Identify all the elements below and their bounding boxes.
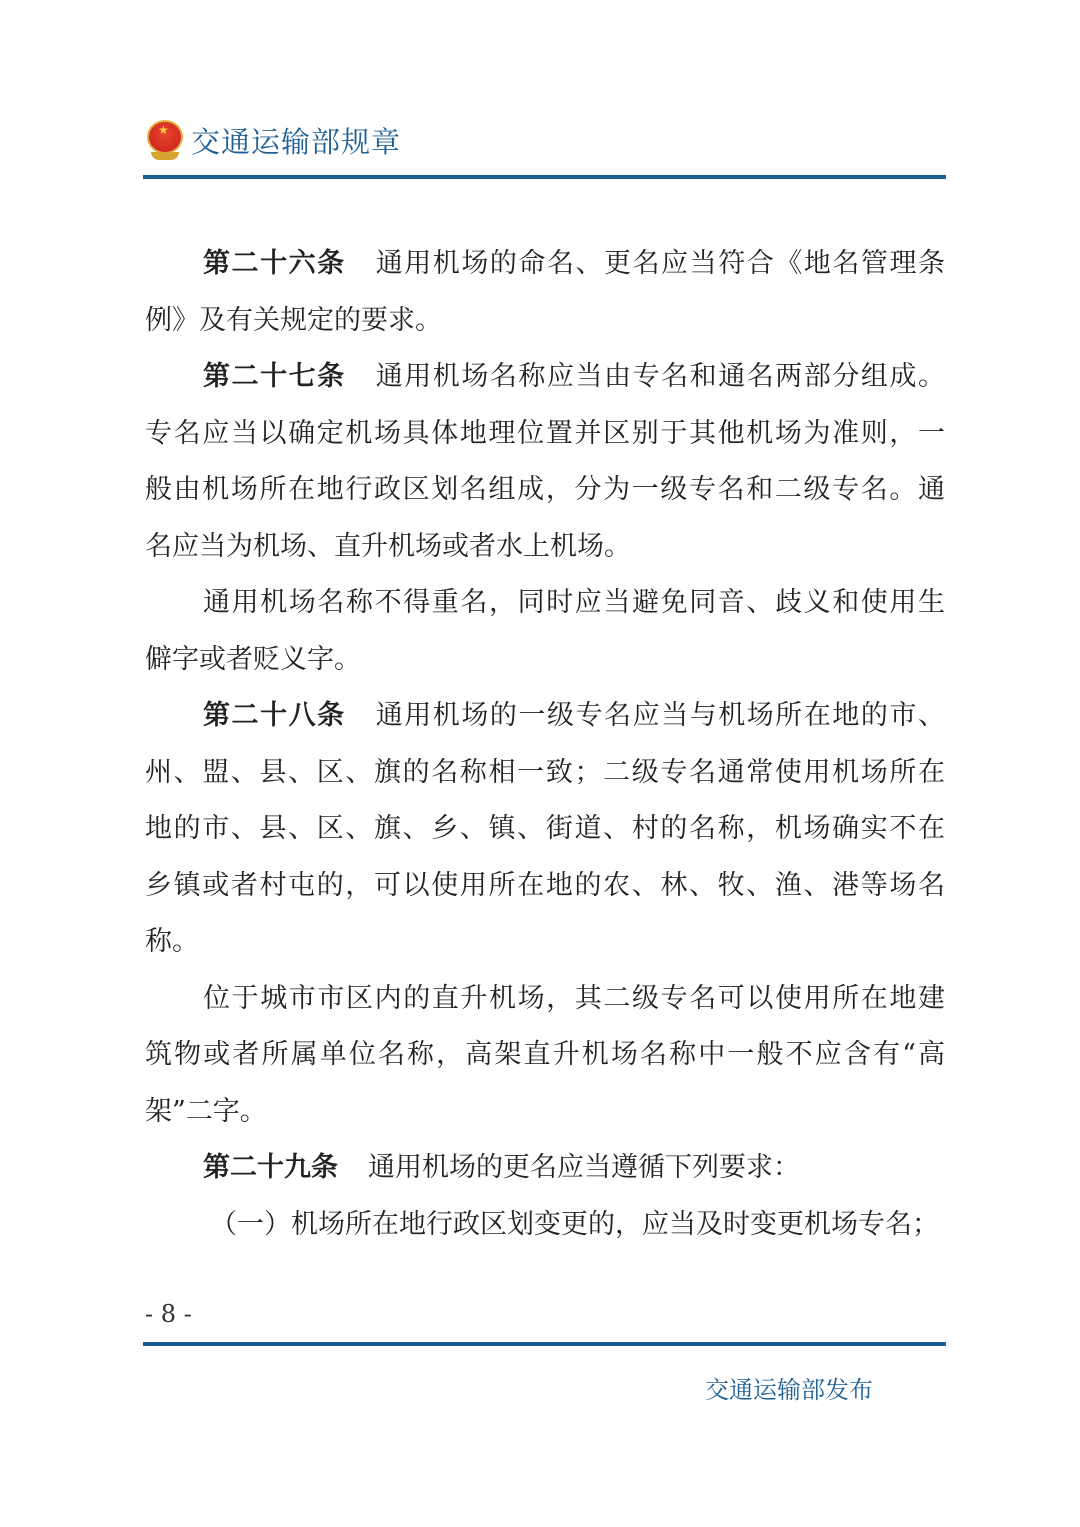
- text-line: [145, 756, 945, 790]
- line-text: 般由机场所在地行政区划名组成，分为一级专名和二级专名。通: [145, 474, 945, 505]
- text-line: [145, 530, 945, 564]
- article-number: 第二十九条: [203, 1152, 338, 1183]
- text-line: [145, 417, 945, 451]
- text-line: [203, 699, 945, 733]
- article-number: 第二十六条: [203, 248, 346, 279]
- text-line: [145, 869, 945, 903]
- text-line: [145, 473, 945, 507]
- text-line: [145, 1095, 945, 1129]
- header-title: 交通运输部规章: [191, 124, 402, 159]
- line-text: 通用机场的命名、更名应当符合《地名管理条: [375, 248, 946, 279]
- article-number: 第二十七条: [203, 361, 346, 392]
- text-line: [145, 304, 945, 338]
- line-text: 通用机场名称不得重名，同时应当避免同音、歧义和使用生: [203, 587, 945, 618]
- text-line: [145, 1038, 945, 1072]
- text-line: [145, 812, 945, 846]
- line-text: 筑物或者所属单位名称，高架直升机场名称中一般不应含有“高: [145, 1039, 945, 1070]
- text-line: [145, 643, 945, 677]
- line-text: 名应当为机场、直升机场或者水上机场。: [145, 530, 631, 562]
- line-text: 州、盟、县、区、旗的名称相一致；二级专名通常使用机场所在: [145, 756, 945, 788]
- text-line: [145, 925, 945, 959]
- text-line: [203, 982, 945, 1016]
- text-line: [203, 247, 945, 281]
- line-text: 例》及有关规定的要求。: [145, 304, 442, 336]
- article-number: 第二十八条: [203, 700, 346, 731]
- footer-divider: [143, 1342, 946, 1346]
- line-text: 通用机场名称应当由专名和通名两部分组成。: [375, 361, 946, 392]
- line-text: 通用机场的一级专名应当与机场所在地的市、: [375, 700, 946, 731]
- line-text: 僻字或者贬义字。: [145, 643, 361, 675]
- line-text: 乡镇或者村屯的，可以使用所在地的农、林、牧、渔、港等场名: [145, 869, 945, 901]
- line-text: 称。: [145, 926, 199, 957]
- page-header: [145, 115, 401, 165]
- line-text: 专名应当以确定机场具体地理位置并区别于其他机场为准则，一: [145, 417, 945, 449]
- text-line: [203, 1151, 945, 1185]
- footer-publisher: 交通运输部发布: [705, 1376, 873, 1404]
- national-emblem-icon: ★: [145, 118, 185, 162]
- line-text: 地的市、县、区、旗、乡、镇、街道、村的名称，机场确实不在: [145, 813, 945, 844]
- line-text: 架”二字。: [145, 1095, 267, 1127]
- line-text: （一）机场所在地行政区划变更的，应当及时变更机场专名；: [210, 1208, 939, 1240]
- page-number: - 8 -: [145, 1300, 192, 1328]
- text-line: [203, 586, 945, 620]
- header-divider: [143, 175, 946, 179]
- line-text: 通用机场的更名应当遵循下列要求：: [368, 1152, 800, 1183]
- line-text: 位于城市市区内的直升机场，其二级专名可以使用所在地建: [203, 982, 945, 1014]
- text-line: [210, 1208, 952, 1242]
- text-line: [203, 360, 945, 394]
